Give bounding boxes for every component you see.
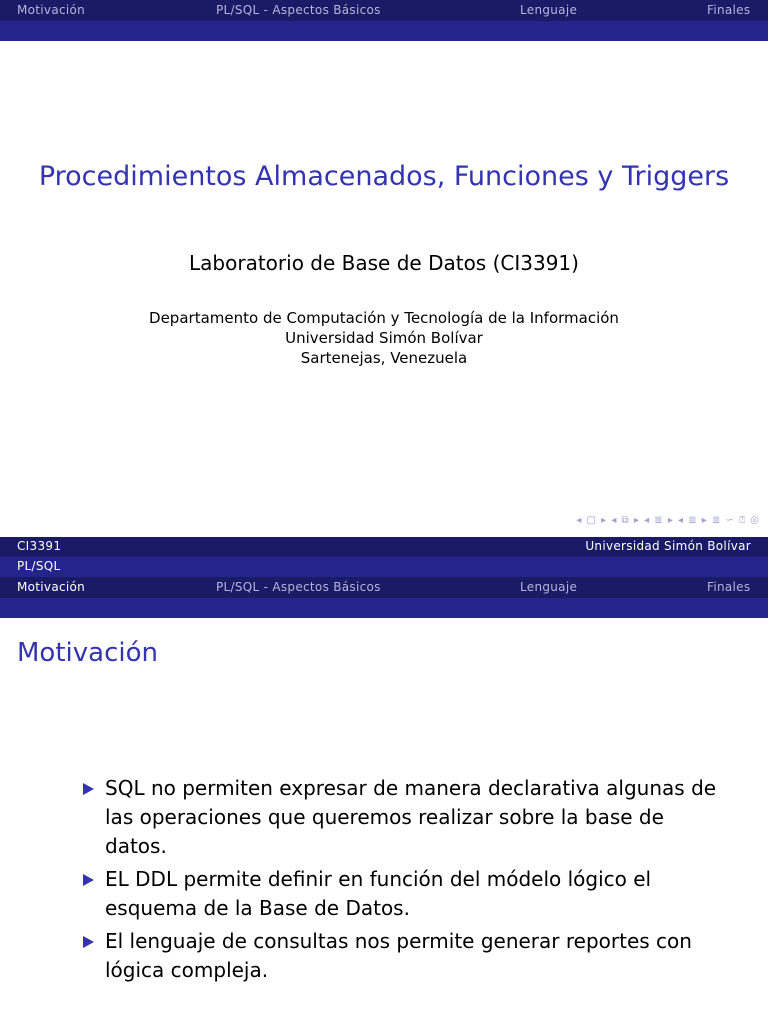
- footer-course: CI3391: [17, 539, 62, 553]
- institute-line-3: Sartenejas, Venezuela: [300, 349, 468, 367]
- section-navbar: [0, 0, 768, 21]
- nav-section-finales[interactable]: Finales: [707, 580, 751, 594]
- bullet-list: [80, 774, 720, 989]
- nav-section-motivacion[interactable]: Motivación: [17, 580, 86, 594]
- institute-line-2: Universidad Simón Bolívar: [285, 329, 483, 347]
- nav-section-plsql-basicos[interactable]: PL/SQL - Aspectos Básicos: [216, 3, 381, 17]
- footer-topic-bar: [0, 557, 768, 577]
- frame-title: Motivación: [17, 638, 158, 668]
- nav-section-motivacion[interactable]: Motivación: [17, 3, 86, 17]
- bullet-text: El lenguaje de consultas nos permite generar reportes con lógica compleja.: [105, 929, 692, 982]
- institute-line-1: Departamento de Computación y Tecnología de la Información: [149, 309, 619, 327]
- beamer-navigation-icons[interactable]: ◂ ▢ ▸ ◂ ⧉ ▸ ◂ ≣ ▸ ◂ ≣ ▸ ≣ ∽ ⍰ ◎: [576, 515, 760, 526]
- list-item: [80, 774, 720, 861]
- footer-topic: PL/SQL: [17, 559, 61, 573]
- bullet-text: EL DDL permite definir en función del módelo lógico el esquema de la Base de Datos.: [105, 867, 652, 920]
- triangle-bullet-icon: [83, 783, 94, 795]
- presentation-title: Procedimientos Almacenados, Funciones y Triggers: [38, 161, 730, 192]
- nav-section-lenguaje[interactable]: Lenguaje: [520, 580, 578, 594]
- footer-course-bar: [0, 537, 768, 557]
- presentation-subtitle: Laboratorio de Base de Datos (CI3391): [189, 251, 579, 275]
- footer-university: Universidad Simón Bolívar: [585, 539, 751, 553]
- navbar-subbar: [0, 21, 768, 41]
- navbar-subbar: [0, 598, 768, 618]
- nav-section-finales[interactable]: Finales: [707, 3, 751, 17]
- section-navbar: [0, 577, 768, 598]
- list-item: [80, 927, 720, 985]
- bullet-text: SQL no permiten expresar de manera declarativa algunas de las operaciones que queremos realizar sobre la base de datos.: [105, 776, 717, 858]
- triangle-bullet-icon: [83, 874, 94, 886]
- nav-section-plsql-basicos[interactable]: PL/SQL - Aspectos Básicos: [216, 580, 381, 594]
- list-item: [80, 865, 720, 923]
- nav-section-lenguaje[interactable]: Lenguaje: [520, 3, 578, 17]
- triangle-bullet-icon: [83, 936, 94, 948]
